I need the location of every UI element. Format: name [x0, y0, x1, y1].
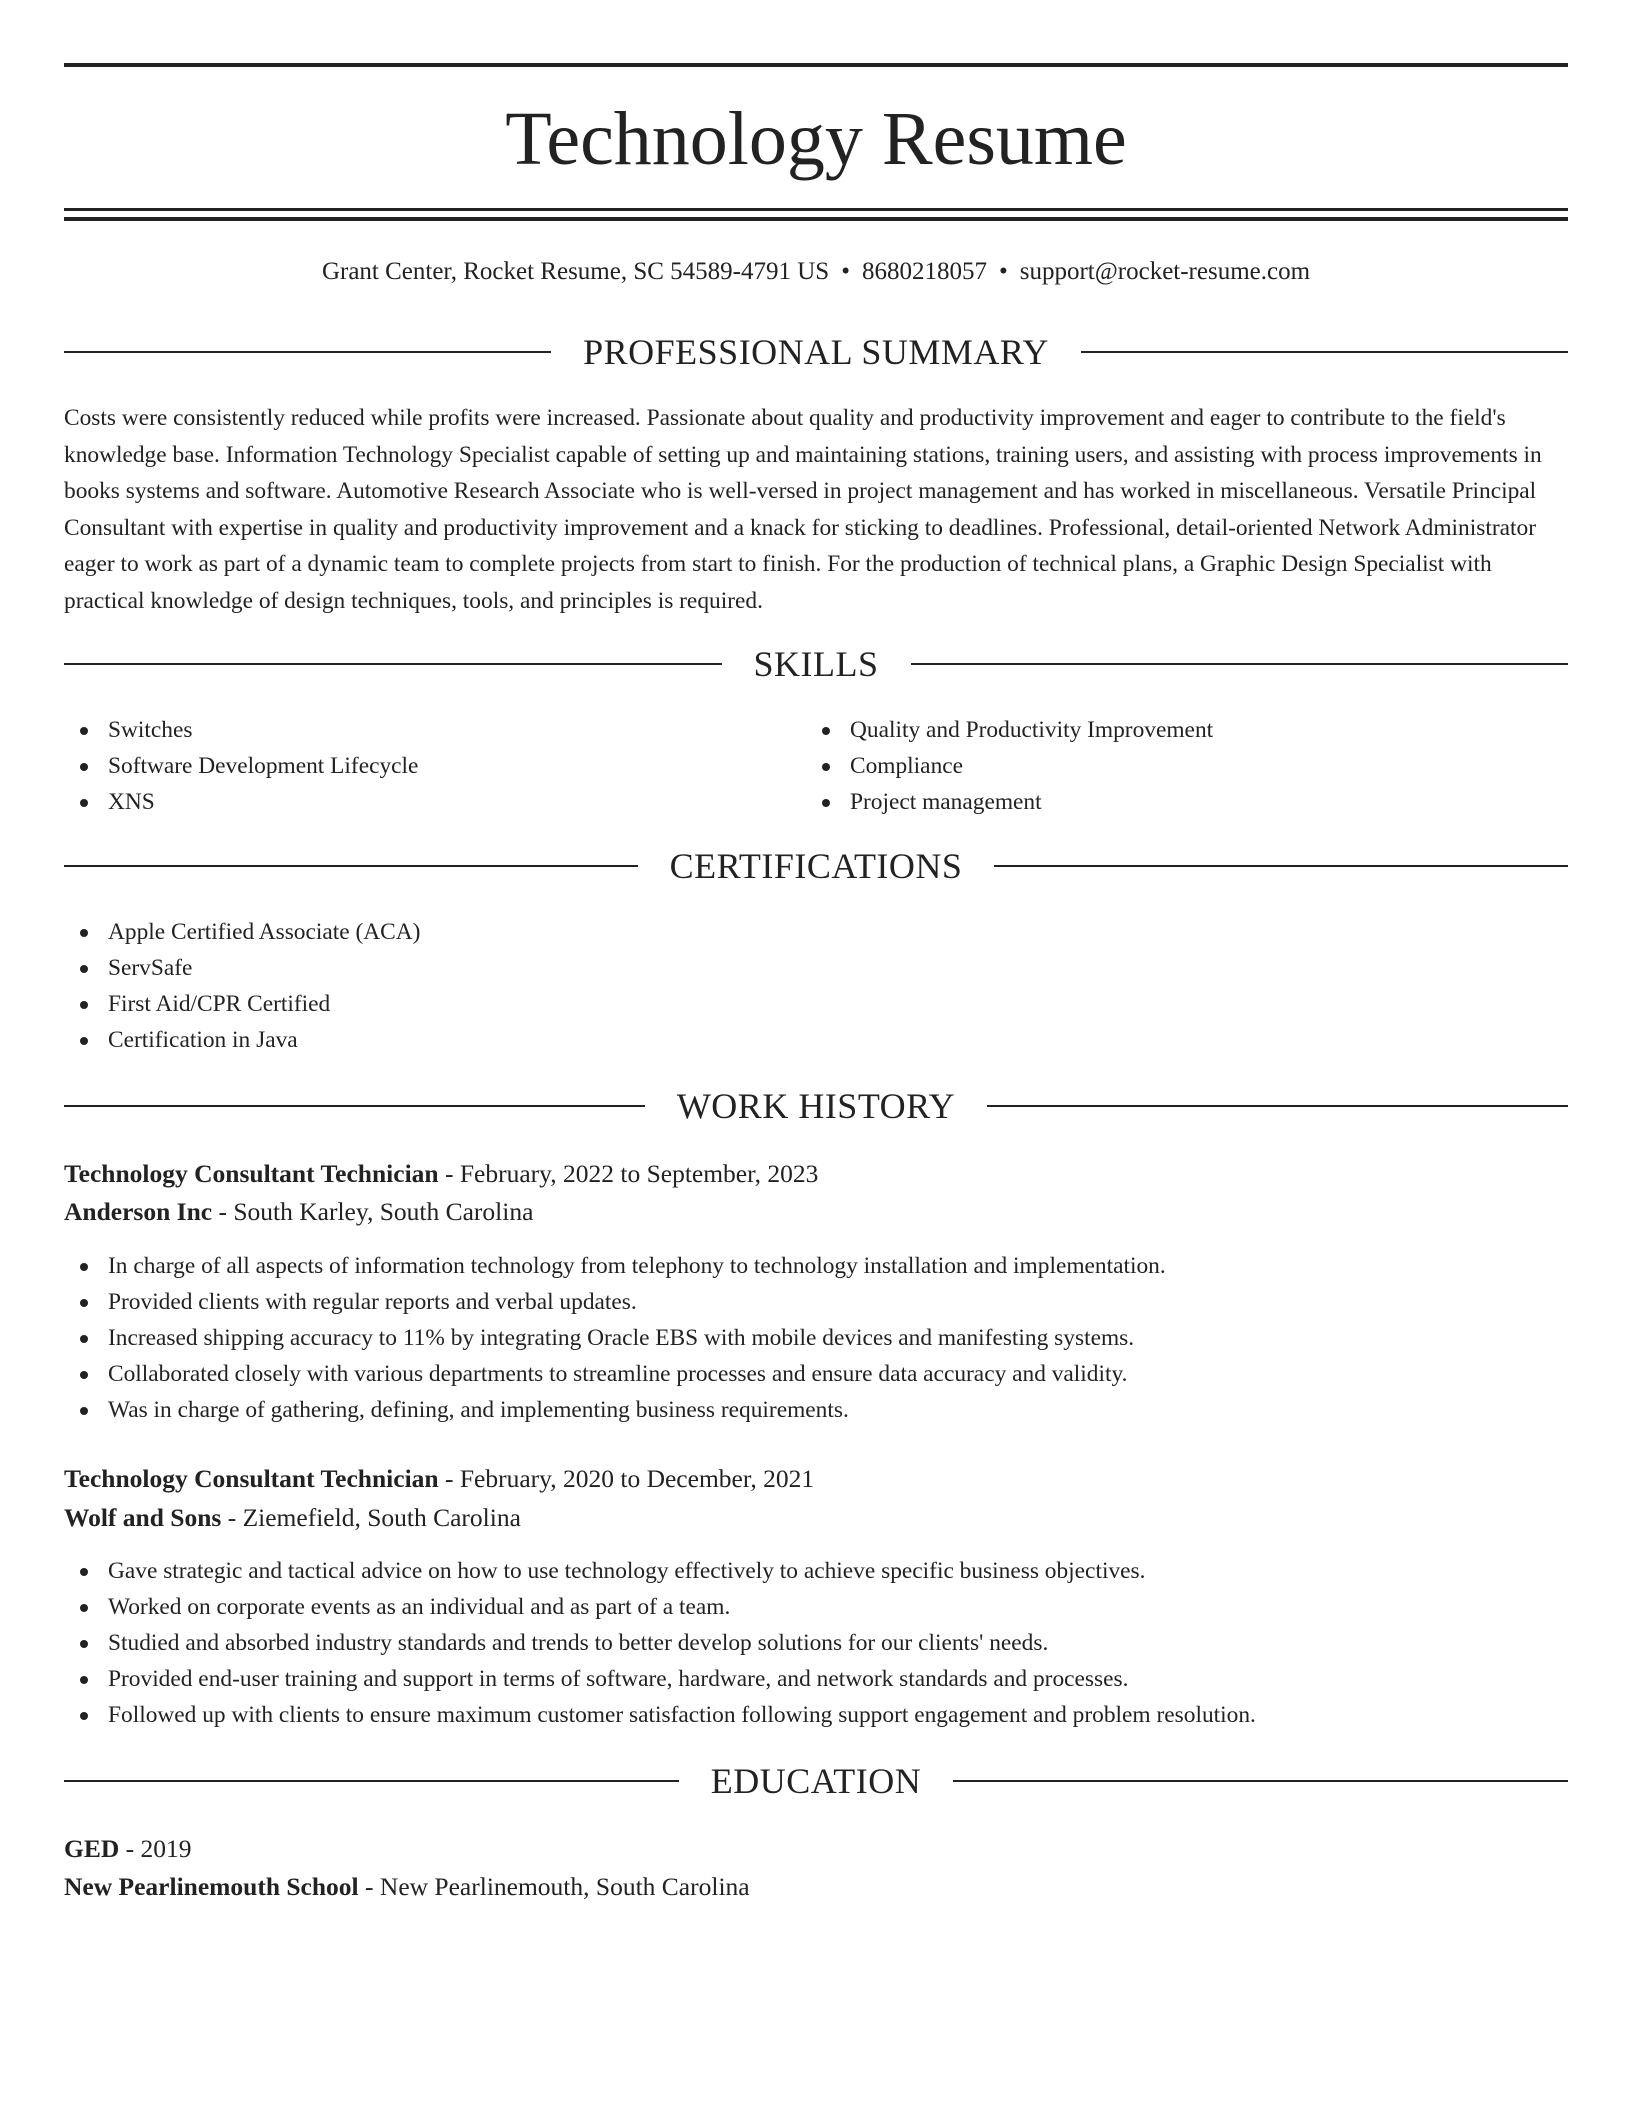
education-degree-line: [64, 1831, 1568, 1867]
section-title-certifications: CERTIFICATIONS: [669, 846, 963, 886]
education-location: New Pearlinemouth, South Carolina: [379, 1872, 750, 1901]
title-double-rule: [64, 208, 1568, 221]
job-dates: February, 2022 to September, 2023: [459, 1159, 819, 1188]
job-bullets: [64, 1248, 1568, 1428]
job-company-line: [64, 1500, 1568, 1536]
section-heading-work: [64, 1084, 1568, 1128]
certifications-list: [64, 914, 420, 1058]
skill-item: Quality and Productivity Improvement: [806, 712, 1213, 748]
heading-rule-left: [64, 663, 722, 665]
job-title-line: [64, 1461, 1568, 1497]
job-location: Ziemefield, South Carolina: [242, 1503, 521, 1532]
education-school-line: [64, 1869, 1568, 1905]
heading-rule-left: [64, 351, 551, 353]
certification-item: Apple Certified Associate (ACA): [64, 914, 420, 950]
job-bullet: Collaborated closely with various departments to streamline processes and ensure data accuracy and validity.: [64, 1356, 1568, 1392]
heading-rule-left: [64, 1105, 645, 1107]
job-bullet: In charge of all aspects of information technology from telephony to technology installation and implementation.: [64, 1248, 1568, 1284]
heading-rule-left: [64, 865, 638, 867]
skills-list-right: [806, 712, 1213, 820]
skills-list-left: [64, 712, 418, 820]
education-school: New Pearlinemouth School: [64, 1872, 359, 1901]
job-bullet: Provided end-user training and support in terms of software, hardware, and network standards and processes.: [64, 1661, 1568, 1697]
dash: -: [125, 1834, 135, 1863]
dash: -: [365, 1872, 374, 1901]
job-bullets: [64, 1553, 1568, 1733]
section-heading-summary: [64, 330, 1568, 374]
heading-rule-left: [64, 1780, 679, 1782]
job-bullet: Gave strategic and tactical advice on how to use technology effectively to achieve specific business objectives.: [64, 1553, 1568, 1589]
job-bullet: Provided clients with regular reports and verbal updates.: [64, 1284, 1568, 1320]
resume-title: Technology Resume: [505, 97, 1127, 181]
skill-item: Switches: [64, 712, 418, 748]
job-location: South Karley, South Carolina: [233, 1197, 534, 1226]
skill-item: Compliance: [806, 748, 1213, 784]
dash: -: [218, 1197, 227, 1226]
job-title: Technology Consultant Technician: [64, 1464, 439, 1493]
contact-separator: •: [841, 258, 850, 285]
contact-phone: 8680218057: [861, 258, 987, 285]
section-heading-education: [64, 1759, 1568, 1803]
job-bullet: Worked on corporate events as an individual and as part of a team.: [64, 1589, 1568, 1625]
job-company: Anderson Inc: [64, 1197, 213, 1226]
job-bullet: Was in charge of gathering, defining, and implementing business requirements.: [64, 1392, 1568, 1428]
contact-line: [64, 256, 1568, 288]
summary-paragraph: Costs were consistently reduced while profits were increased. Passionate about quality and productivity improvement and eager to contribute to the field's knowledge base. Information Technology Specialist capable of setting up and maintaining stations, training users, and assisting with process improvements in books systems and software. Automotive Research Associate who is well-versed in project management and has worked in miscellaneous. Versatile Principal Consultant with expertise in quality and productivity improvement and a knack for sticking to deadlines. Professional, detail-oriented Network Administrator eager to work as part of a dynamic team to complete projects from start to finish. For the production of technical plans, a Graphic Design Specialist with practical knowledge of design techniques, tools, and principles is required.: [64, 405, 1542, 614]
job-title: Technology Consultant Technician: [64, 1159, 439, 1188]
section-heading-certifications: [64, 844, 1568, 888]
heading-rule-right: [953, 1780, 1568, 1782]
dash: -: [227, 1503, 237, 1532]
education-year: 2019: [140, 1834, 192, 1863]
job-dates: February, 2020 to December, 2021: [459, 1464, 815, 1493]
contact-email: support@rocket-resume.com: [1019, 258, 1311, 285]
skill-item: Project management: [806, 784, 1213, 820]
heading-rule-right: [994, 865, 1568, 867]
heading-rule-right: [1081, 351, 1568, 353]
job-company-line: [64, 1194, 1568, 1230]
certification-item: ServSafe: [64, 950, 420, 986]
job-bullet: Studied and absorbed industry standards and trends to better develop solutions for our clients' needs.: [64, 1625, 1568, 1661]
section-heading-skills: [64, 642, 1568, 686]
job-title-line: [64, 1156, 1568, 1192]
dash: -: [444, 1464, 454, 1493]
heading-rule-right: [911, 663, 1569, 665]
section-title-summary: PROFESSIONAL SUMMARY: [583, 332, 1049, 372]
section-title-work: WORK HISTORY: [676, 1086, 956, 1126]
skill-item: Software Development Lifecycle: [64, 748, 418, 784]
job-company: Wolf and Sons: [64, 1503, 222, 1532]
dash: -: [444, 1159, 454, 1188]
heading-rule-right: [987, 1105, 1568, 1107]
job-bullet: Followed up with clients to ensure maximum customer satisfaction following support engagement and problem resolution.: [64, 1697, 1568, 1733]
contact-separator: •: [998, 258, 1008, 285]
section-title-education: EDUCATION: [710, 1761, 922, 1801]
top-rule: [64, 63, 1568, 67]
job-bullet: Increased shipping accuracy to 11% by integrating Oracle EBS with mobile devices and manifesting systems.: [64, 1320, 1568, 1356]
skill-item: XNS: [64, 784, 418, 820]
education-degree: GED: [64, 1834, 120, 1863]
section-title-skills: SKILLS: [753, 644, 879, 684]
certification-item: First Aid/CPR Certified: [64, 986, 420, 1022]
contact-address: Grant Center, Rocket Resume, SC 54589-4791 US: [321, 258, 830, 285]
certification-item: Certification in Java: [64, 1022, 420, 1058]
